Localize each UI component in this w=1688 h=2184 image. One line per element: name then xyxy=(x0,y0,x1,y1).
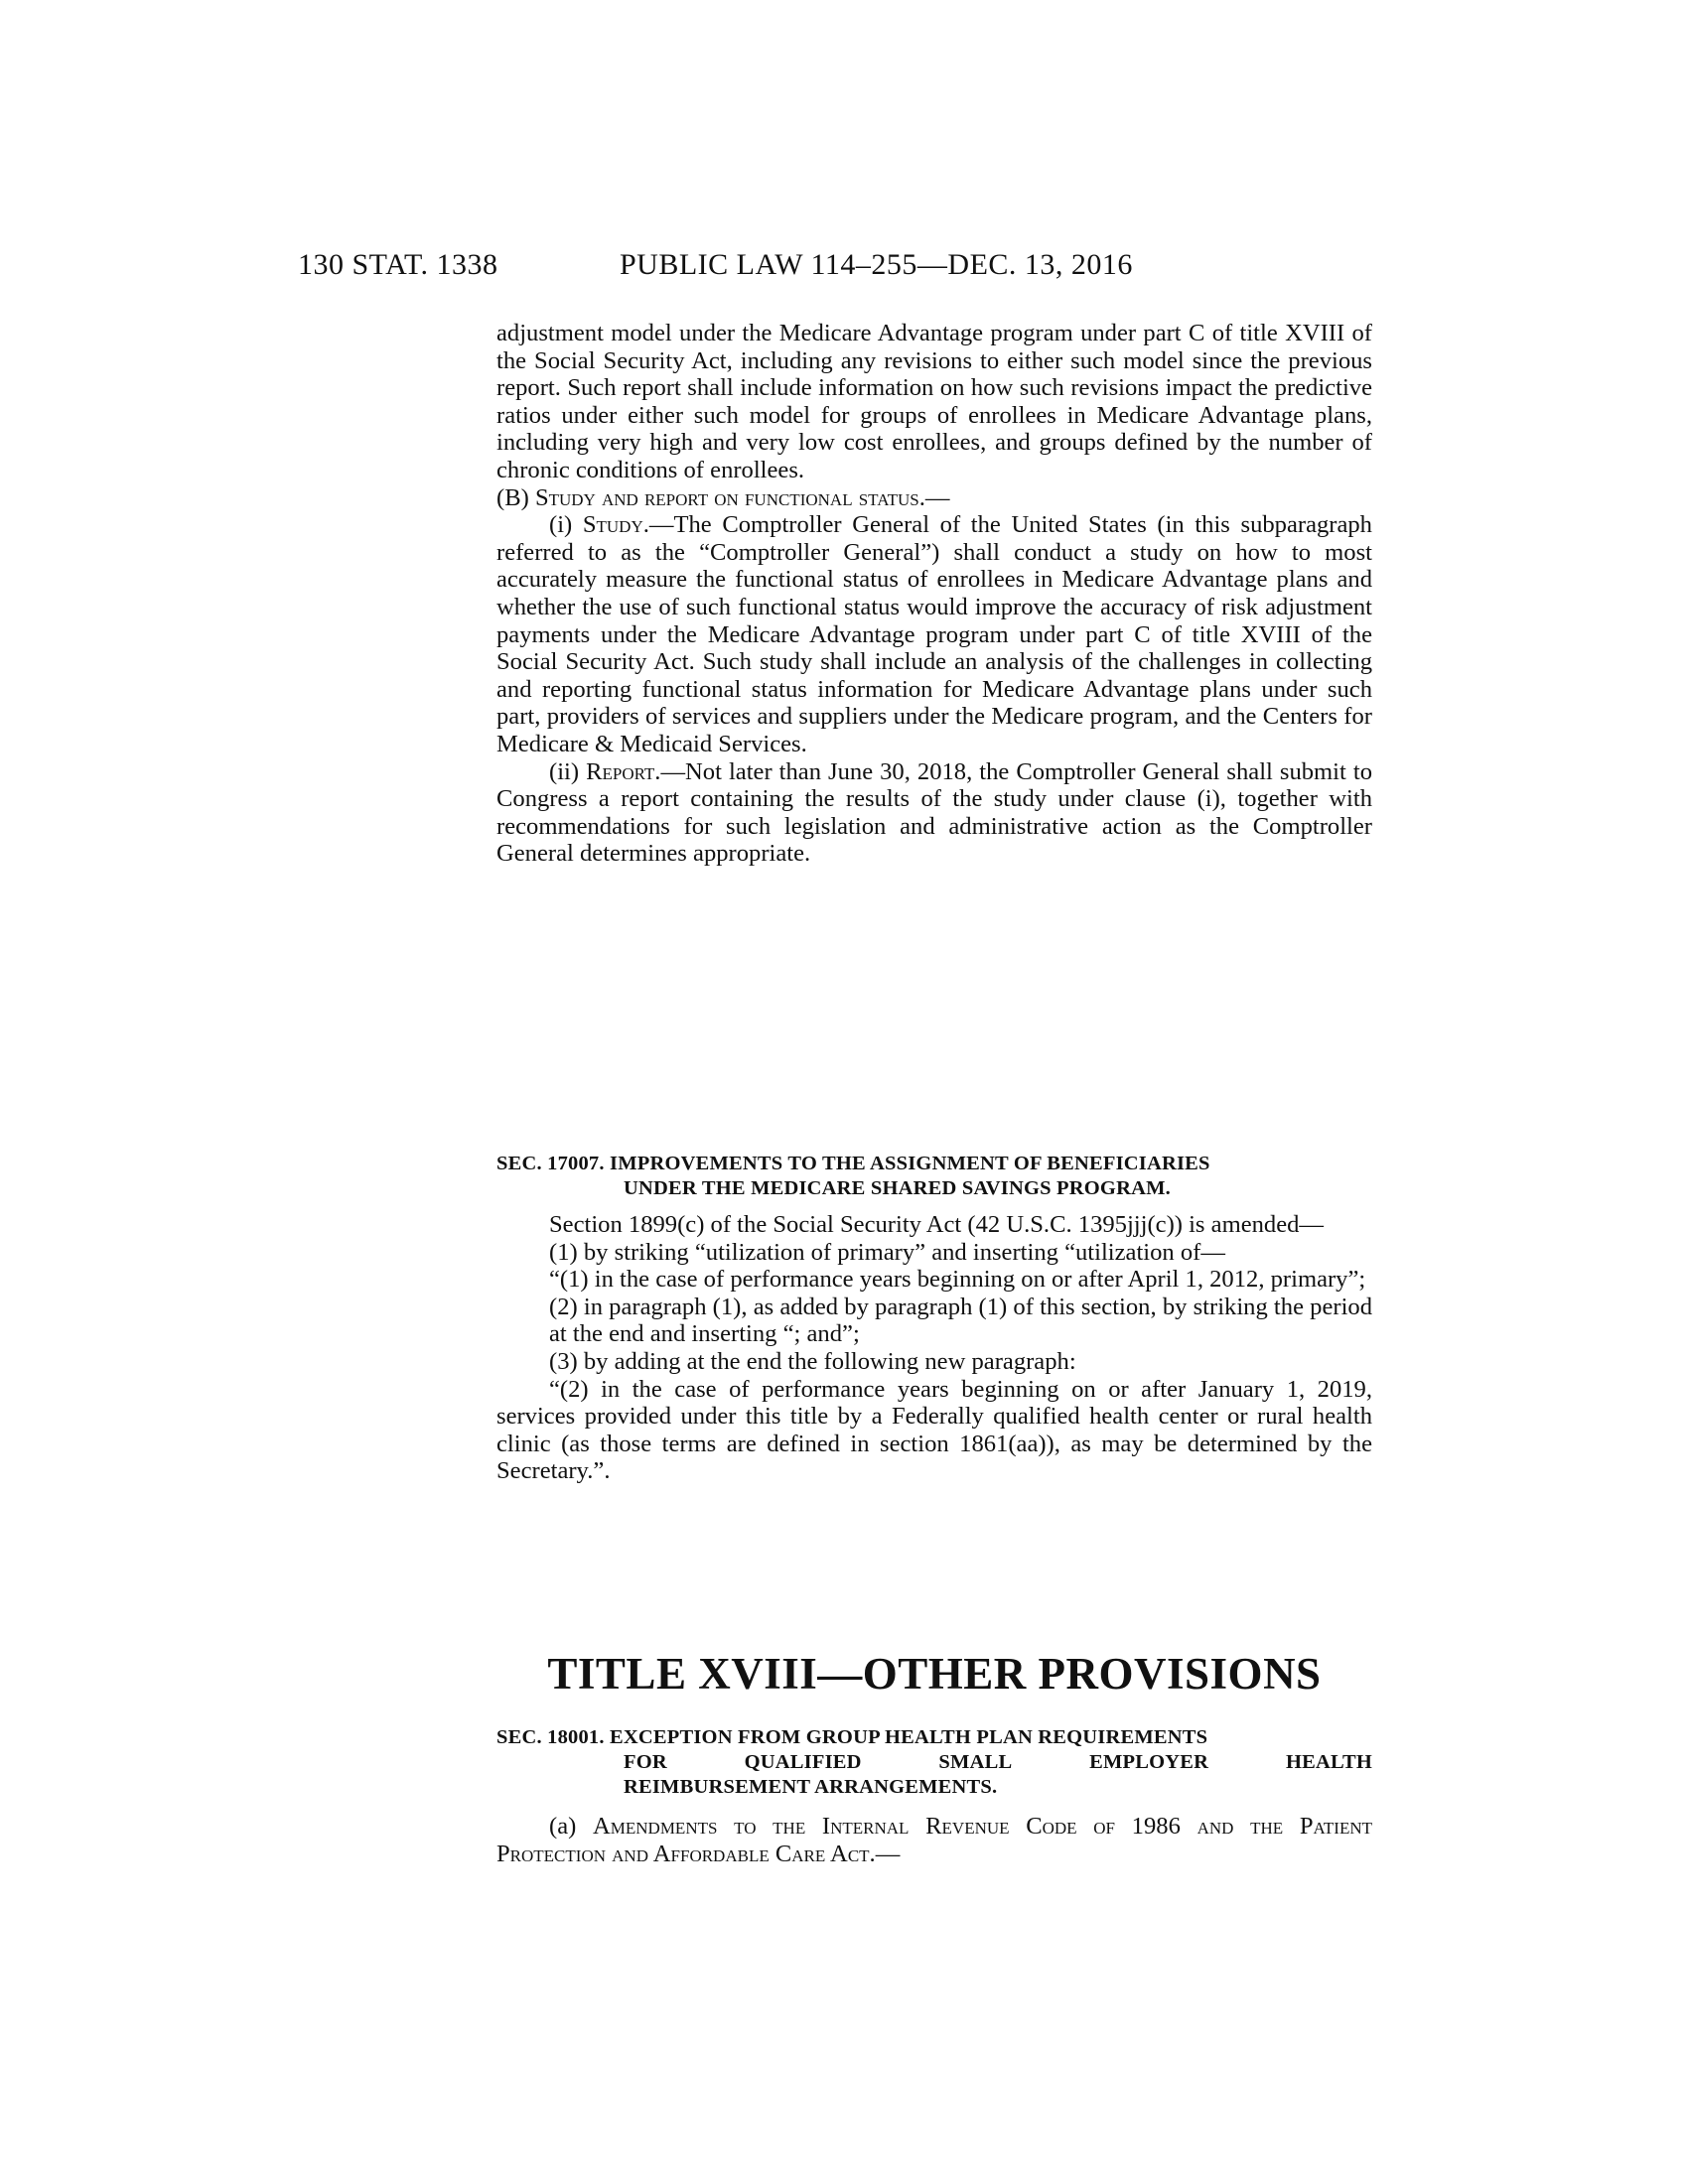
subsection-a xyxy=(496,1813,1372,1867)
section-17007-heading-line-1: SEC. 17007. IMPROVEMENTS TO THE ASSIGNMENT OF BENEFICIARIES xyxy=(496,1153,1210,1174)
clause-ii-heading: Report. xyxy=(586,757,661,785)
heading-word: FOR xyxy=(624,1751,667,1773)
section-17007-heading-line-2: UNDER THE MEDICARE SHARED SAVINGS PROGRAM. xyxy=(624,1177,1171,1199)
heading-word: HEALTH xyxy=(1285,1751,1372,1773)
title-heading: TITLE XVIII—OTHER PROVISIONS xyxy=(547,1649,1322,1699)
clause-i-heading: Study. xyxy=(582,511,649,539)
section-17007-item-2: (2) in paragraph (1), as added by paragraph (1) of this section, by striking the period at the end and inserting “; and”; xyxy=(549,1293,1372,1348)
heading-word: SMALL xyxy=(938,1751,1013,1773)
paragraph-continuation: adjustment model under the Medicare Advantage program under part C of title XVIII of the Social Security Act, including any revisions to either such model since the previous report. Such report shall include information on how such revisions impact the predictive ratios under either such model for groups of enrollees in Medicare Advantage plans, including very high and very low cost enrollees, and groups defined by the number of chronic conditions of enrollees. xyxy=(496,320,1372,483)
section-17007-quote-2: “(2) in the case of performance years beginning on or after January 1, 2019, services provided under this title by a Federally qualified health center or rural health clinic (as those terms are defined in section 1861(aa)), as may be determined by the Secretary.”. xyxy=(496,1375,1372,1485)
clause-ii-label: (ii) xyxy=(549,757,587,785)
body-text xyxy=(496,320,1372,868)
running-header: PUBLIC LAW 114–255—DEC. 13, 2016 xyxy=(620,248,1133,281)
statute-page-number: 130 STAT. 1338 xyxy=(298,248,498,281)
section-18001-body xyxy=(496,1813,1372,1867)
section-17007-quote-1: “(1) in the case of performance years beginning on or after April 1, 2012, primary”; xyxy=(549,1266,1366,1294)
clause-i xyxy=(496,511,1372,757)
section-18001-heading-line-1: SEC. 18001. EXCEPTION FROM GROUP HEALTH PLAN REQUIREMENTS xyxy=(496,1726,1208,1748)
clause-i-label: (i) xyxy=(549,511,583,539)
section-17007-item-1: (1) by striking “utilization of primary” and inserting “utilization of— xyxy=(549,1238,1225,1266)
subparagraph-b-heading: Study and report on functional status.— xyxy=(534,483,950,511)
section-17007-intro: Section 1899(c) of the Social Security Act (42 U.S.C. 1395jjj(c)) is amended— xyxy=(549,1211,1325,1238)
clause-i-text: —The Comptroller General of the United States (in this subparagraph referred to as the “Comptroller General”) shall conduct a study on how to most accurately measure the functional status of enrollees in Medicare Advantage plans and whether the use of such functional status would improve the accuracy of risk adjustment payments under the Medicare Advantage program under part C of title XVIII of the Social Security Act. Such study shall include an analysis of the challenges in collecting and reporting functional status information for Medicare Advantage plans under such part, providers of services and suppliers under the Medicare program, and the Centers for Medicare & Medicaid Services. xyxy=(496,511,1372,757)
heading-word: EMPLOYER xyxy=(1089,1751,1209,1773)
section-17007-body xyxy=(496,1211,1372,1485)
clause-ii xyxy=(496,758,1372,868)
subparagraph-b xyxy=(496,484,1372,512)
clause-ii-text: —Not later than June 30, 2018, the Comptroller General shall submit to Congress a report containing the results of the study under clause (i), together with recommendations for such legislation and administrative action as the Comptroller General determines appropriate. xyxy=(496,757,1372,868)
section-18001-heading-line-2 xyxy=(496,1750,1372,1775)
heading-word: QUALIFIED xyxy=(744,1751,862,1773)
subparagraph-b-label: (B) xyxy=(496,483,535,511)
subsection-a-heading: Amendments to the Internal Revenue Code of 1986 and the Patient Protection and Affordable Care Act.— xyxy=(496,1813,1372,1867)
section-17007-heading xyxy=(496,1152,1372,1201)
section-18001-heading xyxy=(496,1725,1372,1800)
section-17007-item-3: (3) by adding at the end the following new paragraph: xyxy=(549,1347,1076,1375)
subsection-a-label: (a) xyxy=(549,1813,593,1840)
section-18001-heading-line-3: REIMBURSEMENT ARRANGEMENTS. xyxy=(624,1776,998,1798)
